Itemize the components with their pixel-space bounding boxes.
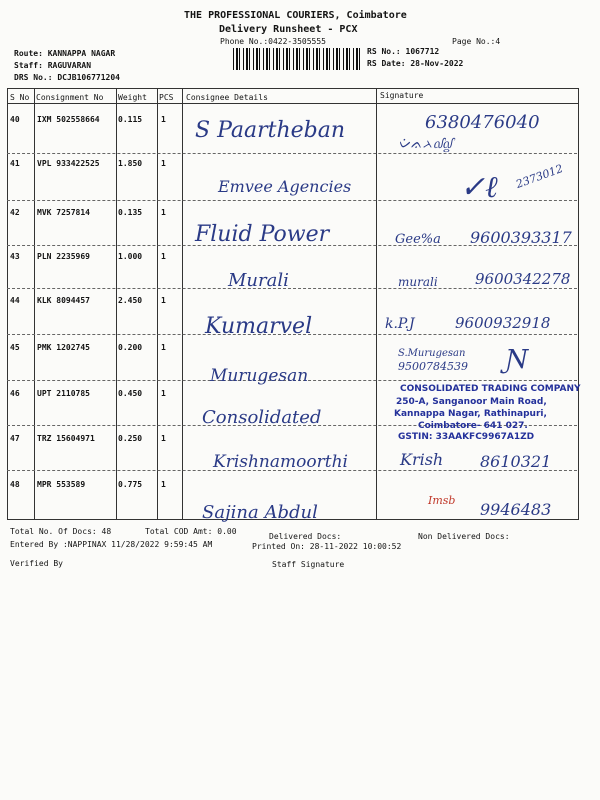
- handwritten-name: S Paartheban: [195, 118, 346, 143]
- handwritten-name: Fluid Power: [195, 222, 330, 247]
- signature-scribble: k.P.J: [385, 316, 415, 332]
- row-consignment: VPL 933422525: [37, 159, 100, 168]
- document-title: Delivery Runsheet - PCX: [219, 24, 358, 35]
- row-pcs: 1: [161, 115, 166, 124]
- row-sno: 48: [10, 480, 20, 489]
- printed-on: Printed On: 28-11-2022 10:00:52: [252, 542, 402, 551]
- row-pcs: 1: [161, 389, 166, 398]
- row-sno: 40: [10, 115, 20, 124]
- row-consignment: TRZ 15604971: [37, 434, 95, 443]
- stamp-line: Kannappa Nagar, Rathinapuri,: [394, 409, 547, 419]
- row-consignment: IXM 502558664: [37, 115, 100, 124]
- row-pcs: 1: [161, 434, 166, 443]
- col-weight: Weight: [118, 93, 147, 102]
- row-consignment: UPT 2110785: [37, 389, 90, 398]
- rs-date: RS Date: 28-Nov-2022: [367, 59, 464, 68]
- total-cod: Total COD Amt: 0.00: [145, 527, 237, 536]
- row-weight: 0.135: [118, 208, 143, 217]
- row-weight: 1.000: [118, 252, 143, 261]
- row-weight: 0.250: [118, 434, 143, 443]
- signature-scribble: ᨆᨗᨊᨂ᧞᧟: [398, 136, 452, 152]
- staff-signature: Staff Signature: [272, 560, 345, 569]
- stamp-line: CONSOLIDATED TRADING COMPANY: [400, 384, 581, 394]
- col-consignee: Consignee Details: [186, 93, 268, 102]
- handwritten-signature: 9600393317: [470, 228, 572, 247]
- col-sno: S No: [10, 93, 30, 102]
- row-pcs: 1: [161, 343, 166, 352]
- handwritten-name: Emvee Agencies: [218, 177, 352, 196]
- handwritten-name: Sajina Abdul: [202, 502, 318, 523]
- stamp-line: Coimbatore- 641 027.: [418, 421, 528, 431]
- total-docs: Total No. Of Docs: 48: [10, 527, 112, 536]
- row-sno: 42: [10, 208, 20, 217]
- non-delivered-docs: Non Delivered Docs:: [418, 532, 510, 541]
- signature-scribble: Gee%a: [395, 232, 441, 247]
- signature-scribble: murali: [398, 275, 438, 289]
- handwritten-signature: 9600342278: [475, 270, 571, 288]
- row-sno: 45: [10, 343, 20, 352]
- col-signature: Signature: [380, 91, 424, 100]
- row-consignment: PMK 1202745: [37, 343, 90, 352]
- signature-scribble: Krish: [400, 450, 444, 469]
- row-weight: 1.850: [118, 159, 143, 168]
- row-sno: 44: [10, 296, 20, 305]
- signature-scribble: Imsb: [428, 494, 456, 507]
- phone-number: Phone No.:0422-3505555: [220, 37, 326, 46]
- handwritten-signature: 8610321: [480, 452, 552, 471]
- signature-scribble: Ɲ: [505, 345, 528, 375]
- company-name: THE PROFESSIONAL COURIERS, Coimbatore: [184, 10, 407, 21]
- row-pcs: 1: [161, 296, 166, 305]
- row-pcs: 1: [161, 159, 166, 168]
- barcode: [233, 48, 361, 70]
- row-consignment: MPR 553589: [37, 480, 86, 489]
- row-weight: 0.775: [118, 480, 143, 489]
- handwritten-signature: 9500784539: [398, 360, 468, 373]
- signature-scribble: 2373012: [514, 162, 565, 191]
- row-sno: 41: [10, 159, 20, 168]
- signature-scribble: S.Murugesan: [398, 348, 466, 359]
- signature-scribble: ✓ℓ: [460, 170, 498, 205]
- verified-by: Verified By: [10, 559, 63, 568]
- row-sno: 43: [10, 252, 20, 261]
- row-sno: 47: [10, 434, 20, 443]
- staff: Staff: RAGUVARAN: [14, 61, 92, 70]
- handwritten-name: Murugesan: [210, 366, 309, 386]
- delivered-docs: Delivered Docs:: [269, 532, 342, 541]
- col-consignment: Consignment No: [36, 93, 104, 102]
- row-consignment: MVK 7257814: [37, 208, 90, 217]
- entered-by: Entered By :NAPPINAX 11/28/2022 9:59:45 AM: [10, 540, 213, 549]
- handwritten-name: Murali: [228, 270, 289, 291]
- stamp-line: 250-A, Sanganoor Main Road,: [396, 397, 547, 407]
- row-pcs: 1: [161, 252, 166, 261]
- row-pcs: 1: [161, 480, 166, 489]
- stamp-line: GSTIN: 33AAKFC9967A1ZD: [398, 432, 535, 442]
- row-consignment: PLN 2235969: [37, 252, 90, 261]
- handwritten-name: Kumarvel: [205, 314, 313, 339]
- col-pcs: PCS: [159, 93, 174, 102]
- drs-number: DRS No.: DCJB106771204: [14, 73, 120, 82]
- row-weight: 2.450: [118, 296, 143, 305]
- row-pcs: 1: [161, 208, 166, 217]
- route: Route: KANNAPPA NAGAR: [14, 49, 116, 58]
- row-consignment: KLK 8094457: [37, 296, 90, 305]
- handwritten-signature: 6380476040: [425, 112, 540, 133]
- row-weight: 0.200: [118, 343, 143, 352]
- row-weight: 0.450: [118, 389, 143, 398]
- rs-number: RS No.: 1067712: [367, 47, 440, 56]
- row-weight: 0.115: [118, 115, 143, 124]
- page-number: Page No.:4: [452, 37, 501, 46]
- handwritten-name: Consolidated: [202, 407, 322, 428]
- handwritten-signature: 9946483: [480, 500, 552, 519]
- handwritten-name: Krishnamoorthi: [213, 452, 348, 472]
- row-sno: 46: [10, 389, 20, 398]
- handwritten-signature: 9600932918: [455, 314, 551, 332]
